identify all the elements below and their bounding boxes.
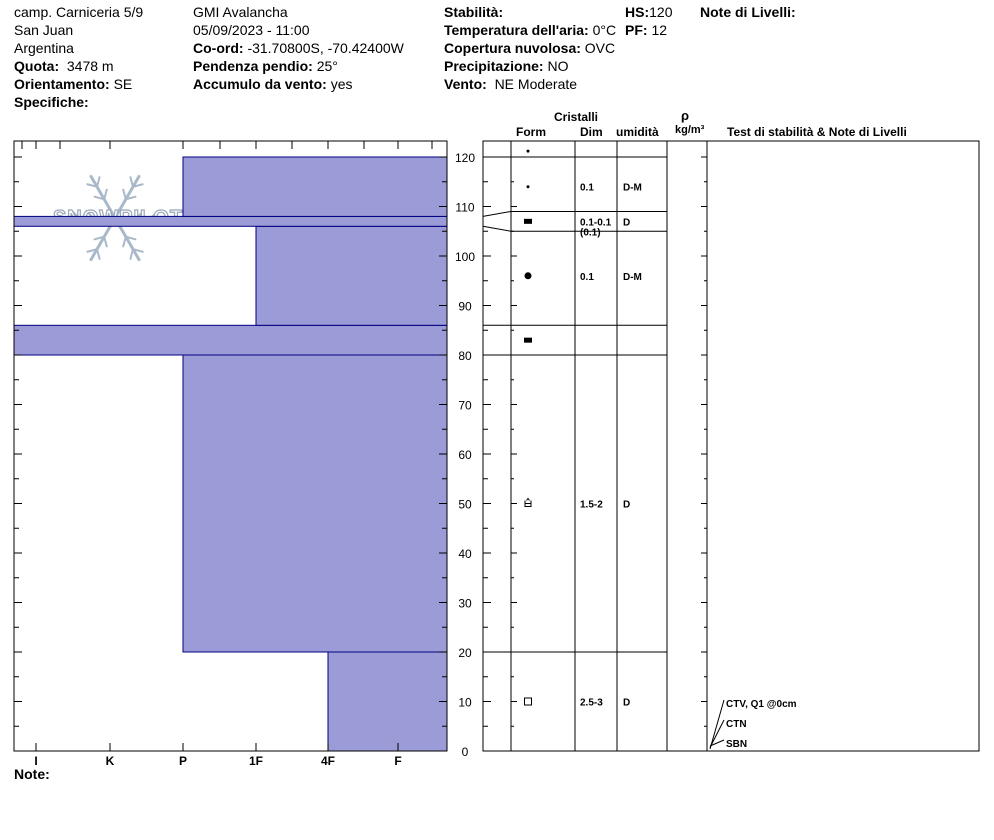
grain-form-symbol: [525, 698, 532, 705]
hardness-bar: [14, 325, 447, 355]
region: San Juan: [14, 22, 74, 38]
height-tick-label: 80: [458, 349, 472, 363]
height-tick-label: 50: [458, 497, 472, 512]
height-tick-label: 120: [454, 151, 476, 165]
height-tick-label: 0: [461, 745, 469, 759]
grain-form-symbol: [524, 219, 532, 224]
wind: Vento: NE Moderate: [444, 76, 578, 92]
stability-test-label: CTV, Q1 @0cm: [726, 699, 797, 710]
height-tick-label: 10: [458, 695, 472, 710]
snow-height: HS:120: [625, 4, 673, 20]
air-temperature: Temperatura dell'aria: 0°C: [444, 22, 617, 38]
height-tick-label: 30: [458, 596, 472, 611]
cloud-cover: Copertura nuvolosa: OVC: [444, 40, 616, 56]
foot-penetration: PF: 12: [625, 22, 668, 38]
layer-table-frame: [483, 141, 979, 751]
grain-size-label: 0.1-0.1: [580, 217, 612, 229]
specifics: Specifiche:: [14, 94, 89, 110]
snowflake-branch: [97, 249, 100, 259]
density-symbol: ρ: [681, 108, 690, 123]
snowflake-branch: [97, 177, 100, 187]
precipitation: Precipitazione: NO: [444, 58, 569, 74]
organization: GMI Avalancha: [193, 4, 288, 20]
snowflake-branch: [130, 249, 133, 259]
elevation: Quota: 3478 m: [14, 58, 114, 74]
hardness-bar: [183, 355, 447, 652]
grain-size-label: 0.1: [580, 182, 594, 194]
dim-heading: Dim: [580, 125, 603, 139]
snowflake-branch: [130, 177, 133, 187]
stability-test-label: SBN: [726, 739, 748, 750]
slope-angle: Pendenza pendio: 25°: [193, 58, 338, 74]
crystals-heading: Cristalli: [554, 110, 599, 124]
stability-test-label: CTN: [726, 719, 747, 730]
layer-connector-line: [483, 211, 511, 216]
datetime: 05/09/2023 - 11:00: [193, 22, 310, 38]
height-tick-label: 110: [455, 200, 475, 215]
grain-size-label: 2.5-3: [580, 697, 603, 709]
hardness-scale-label: I: [34, 754, 38, 768]
hardness-bar: [183, 157, 447, 216]
hardness-scale-label: F: [394, 754, 402, 768]
snowflake-branch: [104, 237, 107, 247]
note-label: Note:: [14, 766, 50, 782]
tests-heading: Test di stabilità & Note di Livelli: [727, 125, 907, 139]
hardness-scale-label: K: [105, 754, 115, 768]
density-unit: kg/m³: [675, 124, 705, 136]
height-tick-label: 70: [458, 398, 472, 413]
layer-connector-line: [483, 226, 511, 231]
grain-size-label: 1.5-2: [580, 499, 603, 511]
hardness-scale-label: 4F: [320, 754, 336, 768]
snowflake-branch: [123, 237, 126, 247]
humidity-label: D: [623, 217, 631, 229]
humidity-label: D: [623, 697, 631, 709]
height-tick-label: 60: [458, 448, 472, 462]
snowflake-branch: [104, 190, 107, 200]
humidity-heading: umidità: [616, 125, 659, 139]
height-tick-label: 40: [458, 547, 472, 561]
height-tick-label: 90: [458, 299, 472, 314]
grain-size-label: 0.1: [580, 271, 594, 283]
wind-loading: Accumulo da vento: yes: [193, 76, 353, 92]
country: Argentina: [14, 40, 74, 56]
hardness-scale-label: 1F: [248, 754, 264, 768]
grain-form-symbol: [524, 338, 532, 343]
hardness-bar: [328, 652, 447, 751]
hardness-scale-label: P: [178, 754, 188, 768]
height-tick-label: 20: [458, 646, 472, 660]
grain-form-symbol: [525, 272, 532, 279]
coordinates: Co-ord: -31.70800S, -70.42400W: [193, 40, 404, 56]
hardness-bar: [256, 226, 447, 325]
humidity-label: D-M: [623, 182, 642, 194]
humidity-label: D: [623, 499, 631, 511]
location: camp. Carniceria 5/9: [14, 4, 144, 20]
grain-size-sublabel: (0.1): [580, 227, 601, 239]
grain-form-symbol: [527, 150, 530, 153]
stability: Stabilità:: [444, 4, 504, 20]
aspect: Orientamento: SE: [14, 76, 133, 92]
form-heading: Form: [516, 125, 546, 139]
grain-form-symbol: [525, 499, 531, 507]
grain-form-symbol: [527, 185, 530, 188]
height-tick-label: 100: [454, 250, 476, 264]
humidity-label: D-M: [623, 271, 642, 283]
layer-notes-heading: Note di Livelli:: [700, 4, 796, 20]
snowflake-branch: [123, 190, 126, 200]
hardness-bar: [14, 216, 447, 226]
